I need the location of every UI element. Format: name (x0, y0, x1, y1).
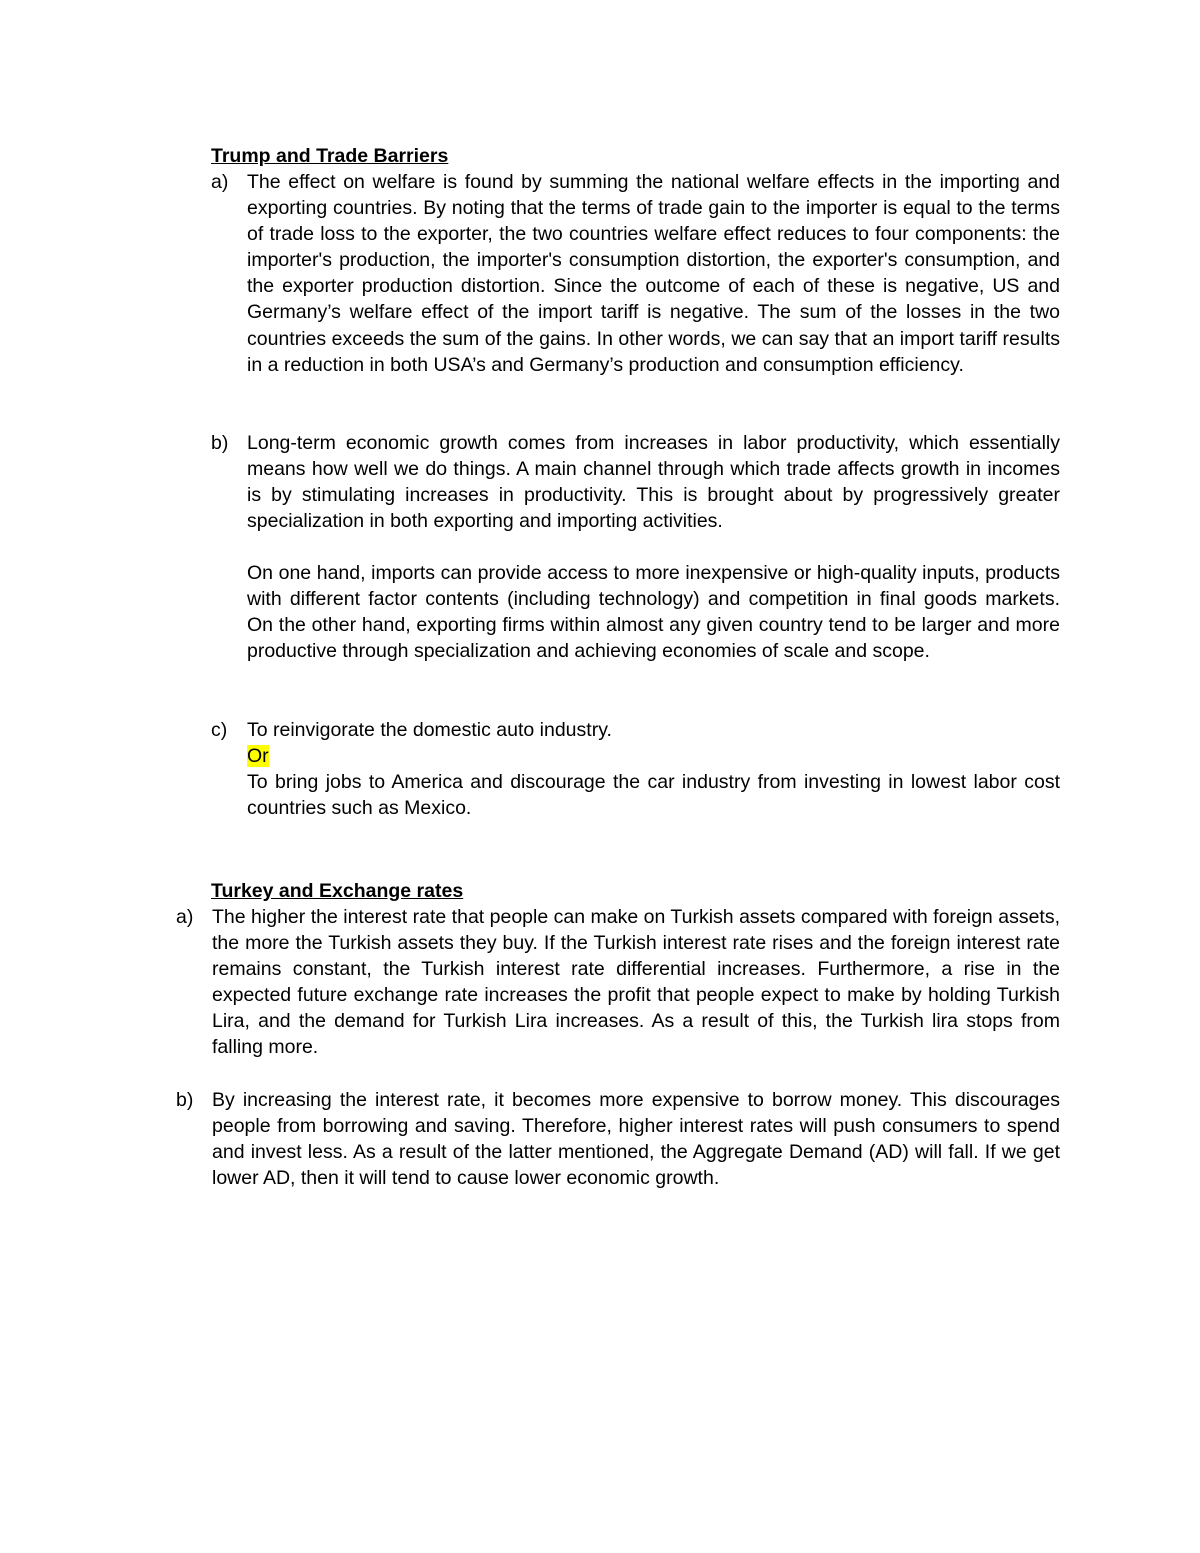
list-marker: b) (176, 1089, 194, 1111)
paragraph-interest-rate-assets: The higher the interest rate that people can make on Turkish assets compared with foreign assets, the more the Turkish assets they buy. If the Turkish interest rate rises and the foreign interest rate remains constant, the Turkish interest rate differential increases. Furthermore, a rise in the expected future exchange rate increases the profit that people expect to make by holding Turkish Lira, and the demand for Turkish Lira increases. As a result of this, the Turkish lira stops from falling more. (212, 906, 1060, 1059)
paragraph-reinvigorate-auto: To reinvigorate the domestic auto industry. (247, 719, 612, 741)
section-heading-turkey-exchange-rates: Turkey and Exchange rates (211, 880, 464, 902)
paragraph-welfare-effect: The effect on welfare is found by summing the national welfare effects in the importing and exporting countries. By noting that the terms of trade gain to the importer is equal to the terms of trade loss to the exporter, the two countries welfare effect reduces to four components: the importer's production, the importer's consumption distortion, the exporter's consumption, and the exporter production distortion. Since the outcome of each of these is negative, US and Germany’s welfare effect of the import tariff is negative. The sum of the losses in the two countries exceeds the sum of the gains. In other words, we can say that an import tariff results in a reduction in both USA’s and Germany’s production and consumption efficiency. (247, 171, 1060, 376)
or-line (247, 743, 1060, 769)
list-marker: a) (176, 906, 194, 928)
section-heading-trump-trade-barriers: Trump and Trade Barriers (211, 145, 449, 167)
paragraph-imports-exports: On one hand, imports can provide access to more inexpensive or high-quality inputs, products with different factor contents (including technology) and competition in final goods markets. On the other hand, exporting firms within almost any given country tend to be larger and more productive through specialization and achieving economies of scale and scope. (247, 562, 1060, 663)
paragraph-increasing-interest-rate: By increasing the interest rate, it becomes more expensive to borrow money. This discourages people from borrowing and saving. Therefore, higher interest rates will push consumers to spend and invest less. As a result of the latter mentioned, the Aggregate Demand (AD) will fall. If we get lower AD, then it will tend to cause lower economic growth. (212, 1089, 1060, 1190)
list-marker: a) (211, 171, 229, 193)
highlighted-or: Or (247, 745, 269, 767)
list-marker: c) (211, 719, 228, 741)
list-marker: b) (211, 432, 229, 454)
paragraph-economic-growth: Long-term economic growth comes from increases in labor productivity, which essentially means how well we do things. A main channel through which trade affects growth in incomes is by stimulating increases in productivity. This is brought about by progressively greater specialization in both exporting and importing activities. (247, 432, 1060, 533)
paragraph-bring-jobs: To bring jobs to America and discourage the car industry from investing in lowest labor cost countries such as Mexico. (247, 771, 1060, 820)
